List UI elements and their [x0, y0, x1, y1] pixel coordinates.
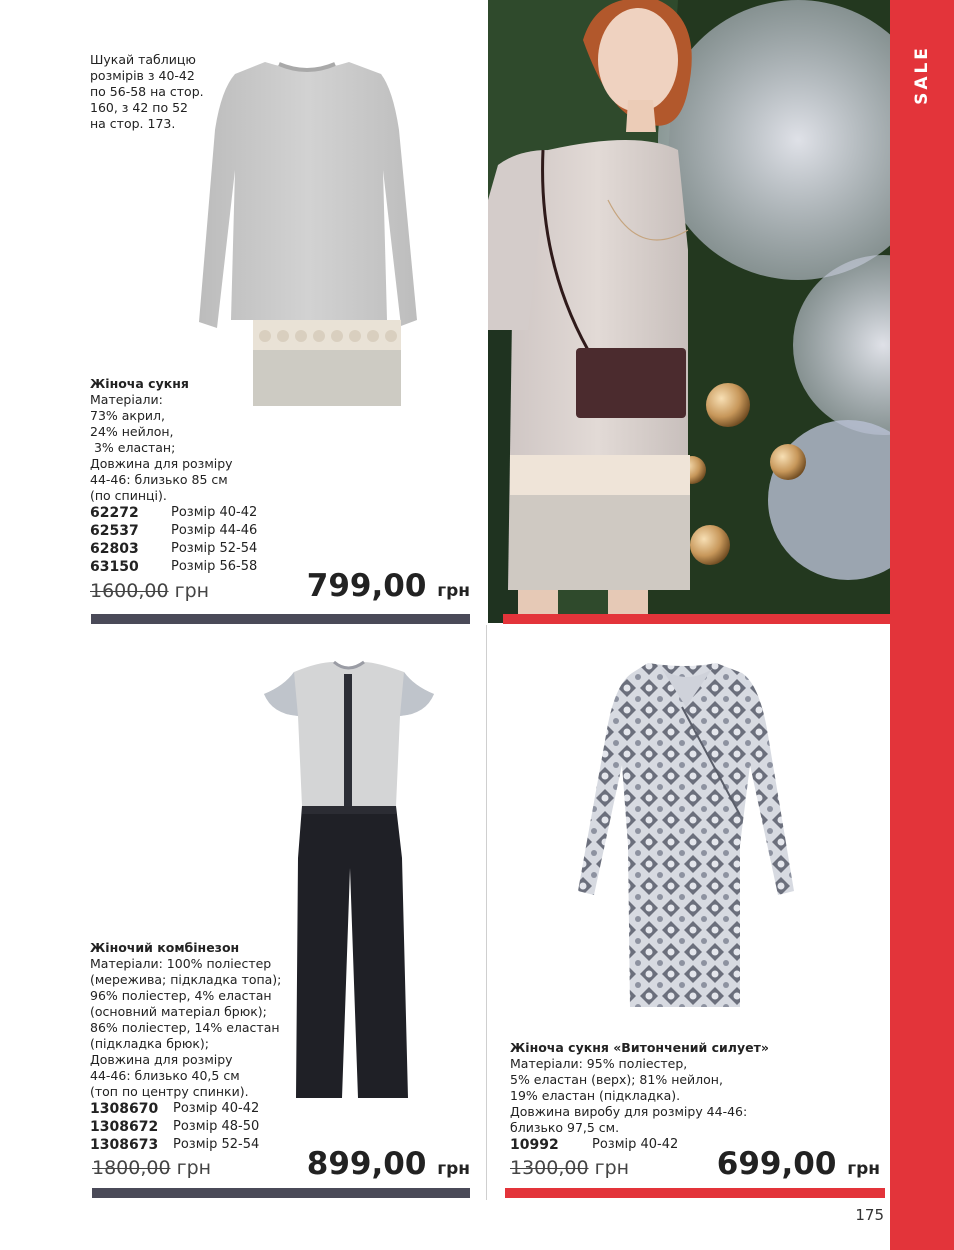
new-price-currency: грн: [437, 1159, 470, 1179]
product-2-title: Жіночий комбінезон: [90, 940, 240, 955]
new-price-value: 899,00: [306, 1146, 427, 1182]
product-code: 62803: [90, 541, 139, 557]
sweater-dress-image: [195, 50, 420, 410]
product-2-detail-line: (підкладка брюк);: [90, 1036, 209, 1051]
product-code: 10992: [510, 1137, 559, 1153]
column-divider: [486, 625, 487, 1200]
product-2-new-price: [307, 1146, 470, 1182]
product-3-detail-line: Довжина виробу для розміру 44-46:: [510, 1104, 748, 1119]
code-row: [90, 1118, 320, 1136]
new-price-value: 699,00: [716, 1146, 837, 1182]
product-2-detail-line: (основний матеріал брюк);: [90, 1004, 267, 1019]
product-2-divider-bar: [92, 1188, 470, 1198]
product-1-details: [90, 376, 290, 576]
product-3-detail-line: Матеріали: 95% поліестер,: [510, 1056, 688, 1071]
product-1-new-price: [307, 568, 470, 604]
product-1-detail-line: 24% нейлон,: [90, 424, 174, 439]
code-row: [90, 1136, 320, 1154]
product-1-old-price: [90, 580, 209, 602]
model-photo: [488, 0, 890, 623]
product-3-detail-line: 5% еластан (верх); 81% нейлон,: [510, 1072, 723, 1087]
size-note-line: 160, з 42 по 52: [90, 100, 189, 115]
old-price-value: 1600,00: [90, 580, 169, 602]
product-3-detail-line: 19% еластан (підкладка).: [510, 1088, 681, 1103]
size-note-line: по 56-58 на стор.: [90, 84, 204, 99]
product-code: 1308672: [90, 1119, 159, 1135]
product-2-detail-line: (топ по центру спинки).: [90, 1084, 249, 1099]
product-1-detail-line: 3% еластан;: [90, 440, 176, 455]
size-label: Розмір 44-46: [171, 523, 258, 538]
product-code: 1308673: [90, 1137, 159, 1153]
size-label: Розмір 40-42: [592, 1137, 679, 1152]
new-price-currency: грн: [847, 1159, 880, 1179]
size-note-line: Шукай таблицю: [90, 52, 196, 67]
model-photo-illustration: [488, 0, 890, 623]
old-price-value: 1800,00: [92, 1157, 171, 1179]
wrap-dress-image: [572, 655, 802, 1015]
product-code: 62272: [90, 505, 139, 521]
size-note-line: на стор. 173.: [90, 116, 176, 131]
product-3-details: [510, 1040, 800, 1154]
product-3-new-price: [717, 1146, 880, 1182]
product-1-detail-line: Матеріали:: [90, 392, 163, 407]
code-row: [90, 1100, 320, 1118]
old-price-value: 1300,00: [510, 1157, 589, 1179]
product-3-title: Жіноча сукня «Витончений силует»: [510, 1040, 769, 1055]
code-row: [90, 558, 290, 576]
sale-label: SALE: [912, 45, 932, 105]
product-1-detail-line: 73% акрил,: [90, 408, 165, 423]
photo-divider-bar: [503, 614, 890, 624]
size-label: Розмір 56-58: [171, 559, 258, 574]
old-price-currency: грн: [176, 1157, 212, 1179]
new-price-currency: грн: [437, 581, 470, 601]
product-2-detail-line: (мережива; підкладка топа);: [90, 972, 282, 987]
size-label: Розмір 40-42: [171, 505, 258, 520]
product-code: 62537: [90, 523, 139, 539]
code-row: [90, 540, 290, 558]
product-2-old-price: [92, 1157, 211, 1179]
size-note-line: розмірів з 40-42: [90, 68, 195, 83]
product-2-detail-line: Довжина для розміру: [90, 1052, 233, 1067]
product-1-detail-line: Довжина для розміру: [90, 456, 233, 471]
product-3-divider-bar: [505, 1188, 885, 1198]
size-label: Розмір 52-54: [171, 541, 258, 556]
product-2-codes: [90, 1100, 320, 1154]
size-label: Розмір 40-42: [173, 1101, 260, 1116]
old-price-currency: грн: [174, 580, 210, 602]
product-code: 63150: [90, 559, 139, 575]
product-code: 1308670: [90, 1101, 159, 1117]
old-price-currency: грн: [594, 1157, 630, 1179]
size-label: Розмір 52-54: [173, 1137, 260, 1152]
product-2-detail-line: 44-46: близько 40,5 см: [90, 1068, 240, 1083]
product-1-detail-line: (по спинці).: [90, 488, 167, 503]
product-1-detail-line: 44-46: близько 85 см: [90, 472, 228, 487]
size-label: Розмір 48-50: [173, 1119, 260, 1134]
sale-sidebar: [890, 0, 954, 1250]
product-2-detail-line: 96% поліестер, 4% еластан: [90, 988, 272, 1003]
page-number: 175: [855, 1206, 884, 1224]
code-row: [90, 504, 290, 522]
code-row: [90, 522, 290, 540]
product-1-codes: [90, 504, 290, 576]
product-3-old-price: [510, 1157, 629, 1179]
product-3-detail-line: близько 97,5 см.: [510, 1120, 620, 1135]
new-price-value: 799,00: [306, 568, 427, 604]
product-1-divider-bar: [91, 614, 470, 624]
product-2-detail-line: Матеріали: 100% поліестер: [90, 956, 272, 971]
product-1-title: Жіноча сукня: [90, 376, 189, 391]
product-2-detail-line: 86% поліестер, 14% еластан: [90, 1020, 280, 1035]
product-2-details: [90, 940, 320, 1154]
